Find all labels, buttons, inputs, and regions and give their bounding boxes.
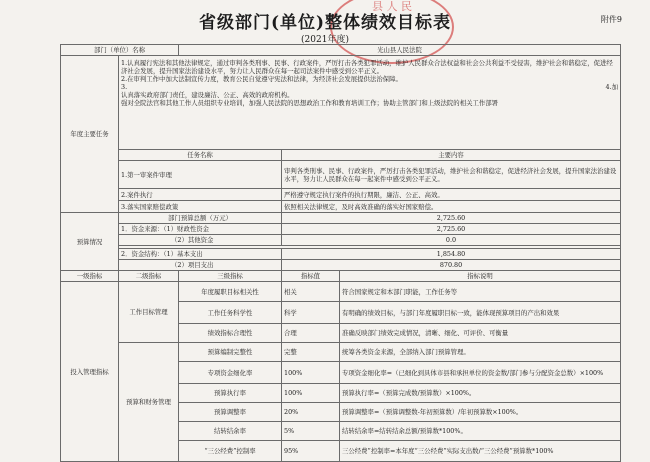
budget-source-label: 1．资金来源：（1）财政性资金 [119, 224, 282, 235]
indicator-desc: 符合国家规定和本部门职能，工作任务等 [340, 282, 621, 302]
annual-desc-row [61, 56, 621, 150]
indicator-name: 专项资金细化率 [179, 362, 282, 384]
indicator-value: 100% [282, 362, 340, 384]
level2-indicator-a: 工作目标管理 [119, 282, 179, 343]
annual-description [119, 56, 621, 150]
task-content: 依照相关法律规定，及时高效准确的落实好国家赔偿。 [282, 201, 621, 213]
indicator-value: 完整 [282, 343, 340, 362]
dept-row [61, 45, 621, 56]
indicator-desc: 结转结余率=结转结余总额/预算数*100%。 [340, 422, 621, 441]
task-name: 3.落实国家赔偿政策 [119, 201, 282, 213]
value-header: 指标值 [282, 271, 340, 282]
budget-row [61, 224, 621, 235]
annual-p1: 1.认真履行宪法和其他法律规定，通过审判各类刑事、民事、行政案件，严厉打击各类犯罪活动，维护人民群众合法权益和社会公共利益不受侵害，维护社会和谐稳定，促进经济社会发展，提升国家法治建设水平，努力让人民群众在每一起司法案件中感受到公平正义。 [121, 59, 613, 75]
budget-other-label: （2）其他资金 [119, 235, 282, 246]
indicator-name: 结转结余率 [179, 422, 282, 441]
task-row [61, 201, 621, 213]
annual-p3b: 4.加 [605, 83, 618, 91]
annual-p3-line [121, 83, 618, 91]
level1-indicator: 投入管理指标 [61, 282, 119, 462]
indicator-desc: 统筹各类资金来源，全部纳入部门预算管理。 [340, 343, 621, 362]
annual-task-label: 年度主要任务 [61, 56, 119, 213]
dept-label: 部门（单位）名称 [61, 45, 179, 56]
indicator-name: 预算调整率 [179, 403, 282, 422]
indicator-name: 预算编制完整性 [179, 343, 282, 362]
document-title: 省级部门(单位)整体绩效目标表 [198, 13, 452, 33]
annual-p2: 2.在审判工作中加大法制宣传力度，教育公民自觉遵守宪法和法律，为经济社会发展提供法治保障。 [121, 75, 402, 83]
indicator-desc: 预算调整率=（预算调整数-年初预算数）/年初预算数×100%。 [340, 403, 621, 422]
indicator-value: 合理 [282, 324, 340, 343]
indicator-value: 相关 [282, 282, 340, 302]
budget-total-value: 2,725.60 [282, 213, 621, 224]
budget-basic-value: 1,854.80 [282, 249, 621, 260]
budget-project-value: 870.80 [282, 260, 621, 271]
task-content: 严格遵守规定执行案件的执行期限，廉洁、公正、高效。 [282, 189, 621, 201]
indicator-name: 工作任务科学性 [179, 302, 282, 324]
indicator-value: 科学 [282, 302, 340, 324]
budget-row [61, 235, 621, 246]
budget-project-label: （2）项目支出 [119, 260, 282, 271]
task-content: 审判各类刑事、民事、行政案件，严厉打击各类犯罪活动，维护社会和谐稳定，促进经济社会发展，提升国家法治建设水平，努力让人民群众在每一起案件中感受到公平正义。 [282, 161, 621, 189]
indicator-value: 100% [282, 384, 340, 403]
indicator-row [61, 282, 621, 302]
budget-label: 预算情况 [61, 213, 119, 271]
dept-value: 光山县人民法院 [179, 45, 621, 56]
indicator-value: 20% [282, 403, 340, 422]
level2-indicator-b: 预算和财务管理 [119, 343, 179, 462]
desc-header: 指标说明 [340, 271, 621, 282]
indicator-desc: 准确反映部门绩效完成情况，清晰、细化、可评价、可衡量 [340, 324, 621, 343]
budget-other-value: 0.0 [282, 235, 621, 246]
annual-p5: 强对全院法官和其他工作人员组织专业培训，加强人民法院的思想政治工作和教育培训工作；协助主管部门和上级法院的相关工作部署 [121, 99, 499, 107]
indicator-value: 95% [282, 441, 340, 462]
indicator-value: 5% [282, 422, 340, 441]
indicator-desc: 三公经费”控制率=本年度“三公经费”实际支出数/“三公经费”预算数*100% [340, 441, 621, 462]
indicator-desc: 预算执行率=（预算完成数/预算数）×100%。 [340, 384, 621, 403]
level2-header: 二级指标 [119, 271, 179, 282]
indicator-desc: 有明确的绩效目标，与部门年度履职目标一致，能体现预算项目的产出和效果 [340, 302, 621, 324]
indicator-name: 预算执行率 [179, 384, 282, 403]
performance-target-table [60, 44, 621, 462]
task-content-header: 主要内容 [282, 150, 621, 161]
budget-row [61, 260, 621, 271]
budget-basic-label: 2．资金结构：（1）基本支出 [119, 249, 282, 260]
task-name: 2.案件执行 [119, 189, 282, 201]
document-year: (2021年度) [301, 35, 349, 45]
budget-row [61, 249, 621, 260]
budget-row [61, 213, 621, 224]
task-name: 1.第一审案件审理 [119, 161, 282, 189]
indicator-desc: 专项资金细化率=（已细化到具体市县和承担单位的资金数/部门参与分配资金总数）×100% [340, 362, 621, 384]
annual-p3a: 3. [121, 83, 128, 91]
task-row [61, 189, 621, 201]
attachment-label: 附件9 [600, 15, 622, 24]
task-header-row [61, 150, 621, 161]
indicator-name: 绩效指标合理性 [179, 324, 282, 343]
indicator-header-row [61, 271, 621, 282]
level1-header: 一级指标 [61, 271, 119, 282]
annual-p4: 认真落实政府部门责任，建设廉洁、公正、高效的政府机构。 [121, 91, 294, 99]
budget-source-value: 2,725.60 [282, 224, 621, 235]
task-row [61, 161, 621, 189]
indicator-name: 年度履职目标相关性 [179, 282, 282, 302]
seal-text: 县 人 民 [372, 0, 412, 13]
task-name-header: 任务名称 [119, 150, 282, 161]
indicator-name: “三公经费”控制率 [179, 441, 282, 462]
budget-total-label: 部门预算总额（万元） [119, 213, 282, 224]
indicator-row [61, 343, 621, 362]
level3-header: 三级指标 [179, 271, 282, 282]
